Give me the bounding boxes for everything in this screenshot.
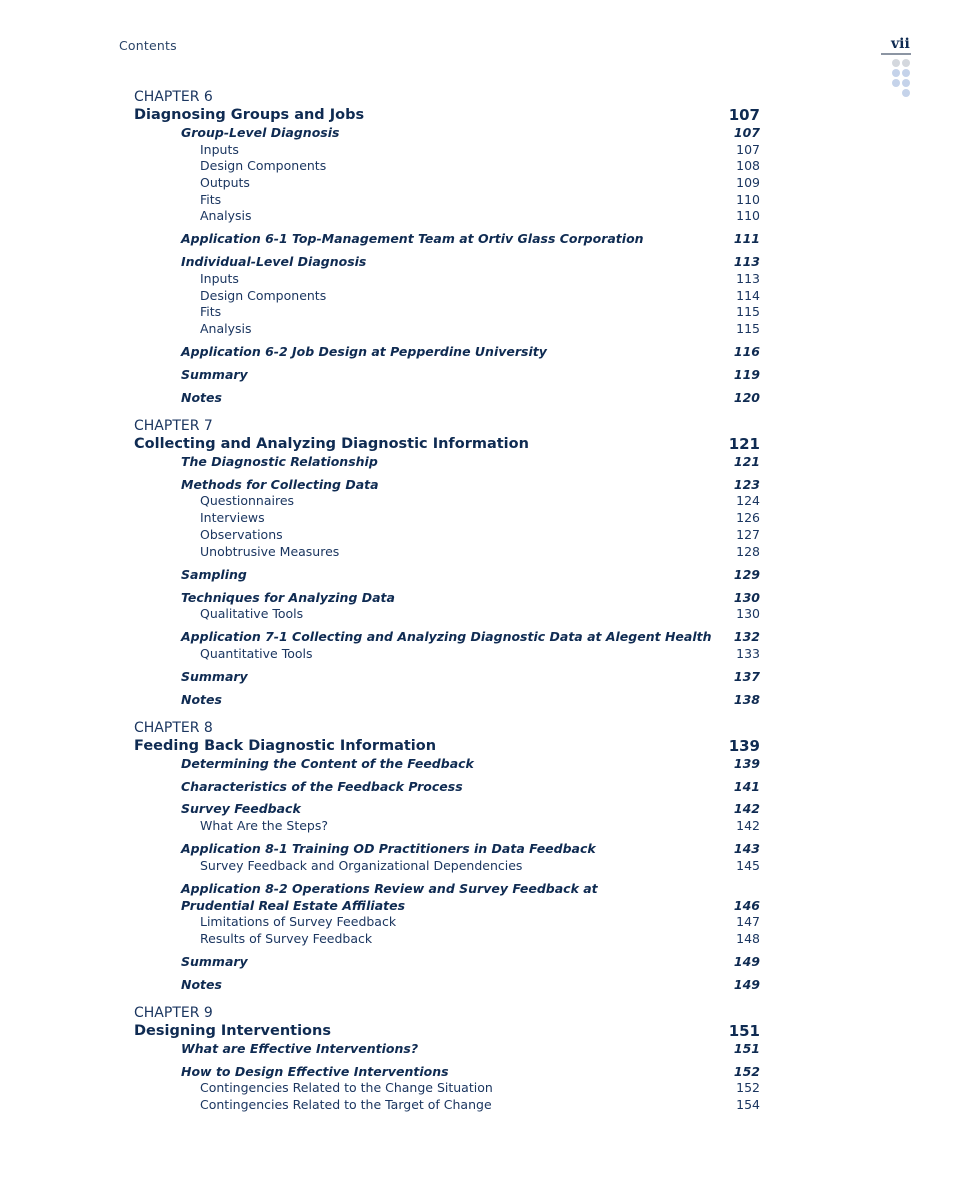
table-of-contents	[134, 88, 760, 1114]
toc-entry-title: Analysis	[200, 321, 252, 337]
toc-section	[134, 629, 760, 646]
toc-entry-title: Observations	[200, 526, 283, 542]
toc-sub	[134, 304, 760, 321]
toc-section	[134, 954, 760, 971]
toc-entry-page: 141	[733, 778, 760, 794]
toc-entry-title: Application 6-2 Job Design at Pepperdine University	[181, 344, 547, 360]
toc-entry-page: 115	[736, 304, 760, 320]
toc-entry-title: Analysis	[200, 208, 252, 224]
toc-sub	[134, 192, 760, 209]
toc-entry-title: Outputs	[200, 175, 250, 191]
toc-chapter-title	[134, 1022, 760, 1041]
toc-entry-title: Application 7-1 Collecting and Analyzing Diagnostic Data at Alegent Health	[181, 629, 712, 645]
toc-entry-page: 129	[733, 566, 760, 582]
toc-entry-title: Contingencies Related to the Change Situation	[200, 1080, 493, 1096]
toc-section	[134, 125, 760, 142]
toc-entry-page: 108	[736, 158, 760, 174]
toc-entry-page: 130	[733, 589, 760, 605]
dot-icon	[892, 59, 900, 67]
dot-icon	[902, 79, 910, 87]
toc-entry-title: CHAPTER 9	[134, 1004, 213, 1021]
toc-entry-title: Methods for Collecting Data	[181, 476, 379, 492]
toc-entry-page: 121	[728, 434, 760, 453]
toc-chapter-title	[134, 737, 760, 756]
toc-entry-title: Unobtrusive Measures	[200, 543, 340, 559]
running-header: Contents	[119, 38, 177, 53]
toc-entry-title: Design Components	[200, 158, 327, 174]
toc-entry-title: Summary	[181, 367, 248, 383]
toc-sub	[134, 142, 760, 159]
toc-section	[134, 367, 760, 384]
toc-entry-title: Questionnaires	[200, 493, 295, 509]
toc-section	[134, 344, 760, 361]
toc-section	[134, 590, 760, 607]
toc-entry-page: 128	[736, 543, 760, 559]
toc-chapter-title	[134, 435, 760, 454]
toc-entry-title: Fits	[200, 304, 222, 320]
toc-entry-page: 154	[736, 1096, 760, 1112]
toc-entry-page: 124	[736, 493, 760, 509]
toc-entry-title: CHAPTER 8	[134, 719, 213, 736]
toc-entry-title: Results of Survey Feedback	[200, 930, 373, 946]
toc-sub	[134, 1080, 760, 1097]
toc-chapter-label	[134, 1004, 760, 1022]
toc-entry-page: 121	[733, 453, 760, 469]
toc-entry-page: 130	[736, 606, 760, 622]
toc-entry-page: 148	[736, 930, 760, 946]
toc-chapter-label	[134, 417, 760, 435]
toc-entry-title: Contingencies Related to the Target of Change	[200, 1096, 492, 1112]
toc-entry-title: What are Effective Interventions?	[181, 1040, 419, 1056]
dot-icon	[902, 59, 910, 67]
toc-entry-title: CHAPTER 7	[134, 417, 213, 434]
toc-sub	[134, 646, 760, 663]
dot-icon	[902, 89, 910, 97]
toc-entry-page: 115	[736, 321, 760, 337]
toc-entry-title: Application 6-1 Top-Management Team at Ortiv Glass Corporation	[181, 231, 644, 247]
toc-sub	[134, 931, 760, 948]
toc-section	[134, 881, 760, 898]
toc-entry-title: Fits	[200, 191, 222, 207]
toc-entry-page: 113	[736, 271, 760, 287]
toc-entry-page: 113	[733, 254, 760, 270]
toc-entry-page: 142	[736, 818, 760, 834]
toc-sub	[134, 1097, 760, 1114]
toc-sub	[134, 321, 760, 338]
toc-entry-title: Designing Interventions	[134, 1022, 331, 1039]
toc-chapter-title	[134, 106, 760, 125]
toc-entry-page: 145	[736, 857, 760, 873]
toc-entry-title: Notes	[181, 691, 222, 707]
toc-entry-title: Determining the Content of the Feedback	[181, 755, 474, 771]
toc-entry-page: 123	[733, 476, 760, 492]
toc-section	[134, 254, 760, 271]
toc-entry-title: Notes	[181, 976, 222, 992]
toc-entry-page: 152	[736, 1080, 760, 1096]
toc-section	[134, 977, 760, 994]
toc-entry-page: 139	[733, 755, 760, 771]
toc-entry-page: 152	[733, 1063, 760, 1079]
toc-entry-page: 137	[733, 668, 760, 684]
toc-section	[134, 567, 760, 584]
page-number: vii	[891, 36, 910, 52]
toc-entry-page: 132	[733, 629, 760, 645]
toc-chapter-label	[134, 719, 760, 737]
toc-entry-page: 149	[733, 953, 760, 969]
toc-entry-page: 110	[736, 191, 760, 207]
toc-entry-page: 143	[733, 841, 760, 857]
toc-sub	[134, 914, 760, 931]
toc-sub	[134, 175, 760, 192]
toc-entry-title: Quantitative Tools	[200, 645, 313, 661]
toc-entry-page: 127	[736, 526, 760, 542]
toc-sub	[134, 527, 760, 544]
toc-sub	[134, 544, 760, 561]
dot-icon	[902, 69, 910, 77]
toc-section	[134, 669, 760, 686]
toc-entry-page: 107	[728, 106, 760, 124]
toc-entry-title: Interviews	[200, 510, 265, 526]
toc-section	[134, 231, 760, 248]
toc-entry-title: CHAPTER 6	[134, 89, 213, 105]
toc-entry-page: 151	[728, 1021, 760, 1040]
dot-icon	[892, 69, 900, 77]
toc-sub	[134, 858, 760, 875]
toc-entry-title: Application 8-1 Training OD Practitioners in Data Feedback	[181, 841, 596, 857]
toc-entry-page: 120	[733, 390, 760, 406]
toc-entry-page: 110	[736, 208, 760, 224]
toc-section	[134, 1041, 760, 1058]
toc-section	[134, 1064, 760, 1081]
toc-sub	[134, 288, 760, 305]
toc-entry-title: Application 8-2 Operations Review and Survey Feedback at	[181, 880, 598, 896]
toc-section	[134, 454, 760, 471]
toc-section	[134, 841, 760, 858]
toc-entry-title: Inputs	[200, 271, 239, 287]
toc-entry-title: Notes	[181, 390, 222, 406]
toc-entry-title: The Diagnostic Relationship	[181, 453, 378, 469]
toc-entry-title: Feeding Back Diagnostic Information	[134, 737, 437, 754]
toc-entry-page: 107	[736, 141, 760, 157]
toc-sub	[134, 493, 760, 510]
dot-icon	[892, 79, 900, 87]
toc-entry-page: 149	[733, 976, 760, 992]
toc-entry-page: 151	[733, 1040, 760, 1056]
toc-sub	[134, 606, 760, 623]
toc-entry-title: Summary	[181, 668, 248, 684]
toc-sub	[134, 158, 760, 175]
toc-entry-page: 116	[733, 344, 760, 360]
toc-section	[134, 779, 760, 796]
toc-sub	[134, 818, 760, 835]
toc-entry-page: 142	[733, 801, 760, 817]
toc-section	[134, 477, 760, 494]
toc-entry-title: Collecting and Analyzing Diagnostic Information	[134, 435, 529, 452]
toc-sub	[134, 271, 760, 288]
toc-entry-page: 126	[736, 510, 760, 526]
toc-entry-page: 114	[736, 287, 760, 303]
toc-entry-page: 109	[736, 175, 760, 191]
toc-entry-title: Diagnosing Groups and Jobs	[134, 107, 365, 123]
toc-entry-page: 111	[733, 231, 760, 247]
toc-entry-title: Characteristics of the Feedback Process	[181, 778, 463, 794]
header-rule	[881, 53, 911, 55]
toc-entry-page: 119	[733, 367, 760, 383]
toc-entry-title: Qualitative Tools	[200, 606, 304, 622]
toc-entry-title: Group-Level Diagnosis	[181, 125, 340, 140]
toc-entry-title: Limitations of Survey Feedback	[200, 914, 397, 930]
toc-entry-title: Inputs	[200, 141, 239, 157]
toc-section	[134, 756, 760, 773]
toc-entry-title: Individual-Level Diagnosis	[181, 254, 367, 270]
toc-section	[134, 692, 760, 709]
toc-entry-page: 139	[728, 736, 760, 755]
toc-entry-page: 107	[733, 125, 760, 140]
toc-entry-title: How to Design Effective Interventions	[181, 1063, 449, 1079]
toc-entry-page: 147	[736, 914, 760, 930]
toc-sub	[134, 510, 760, 527]
toc-section	[134, 801, 760, 818]
toc-entry-title: Survey Feedback and Organizational Dependencies	[200, 857, 523, 873]
toc-entry-page: 138	[733, 691, 760, 707]
toc-sub	[134, 208, 760, 225]
toc-entry-page: 133	[736, 645, 760, 661]
toc-entry-title: Sampling	[181, 566, 247, 582]
toc-entry-title: Survey Feedback	[181, 801, 301, 817]
toc-entry-title: Prudential Real Estate Affiliates	[181, 897, 406, 913]
toc-chapter-label	[134, 88, 760, 106]
toc-entry-title: Techniques for Analyzing Data	[181, 589, 395, 605]
toc-entry-title: Design Components	[200, 287, 327, 303]
toc-section	[134, 390, 760, 407]
toc-entry-title: Summary	[181, 953, 248, 969]
toc-section-cont	[134, 898, 760, 915]
toc-entry-title: What Are the Steps?	[200, 818, 328, 834]
toc-entry-page: 146	[733, 897, 760, 913]
